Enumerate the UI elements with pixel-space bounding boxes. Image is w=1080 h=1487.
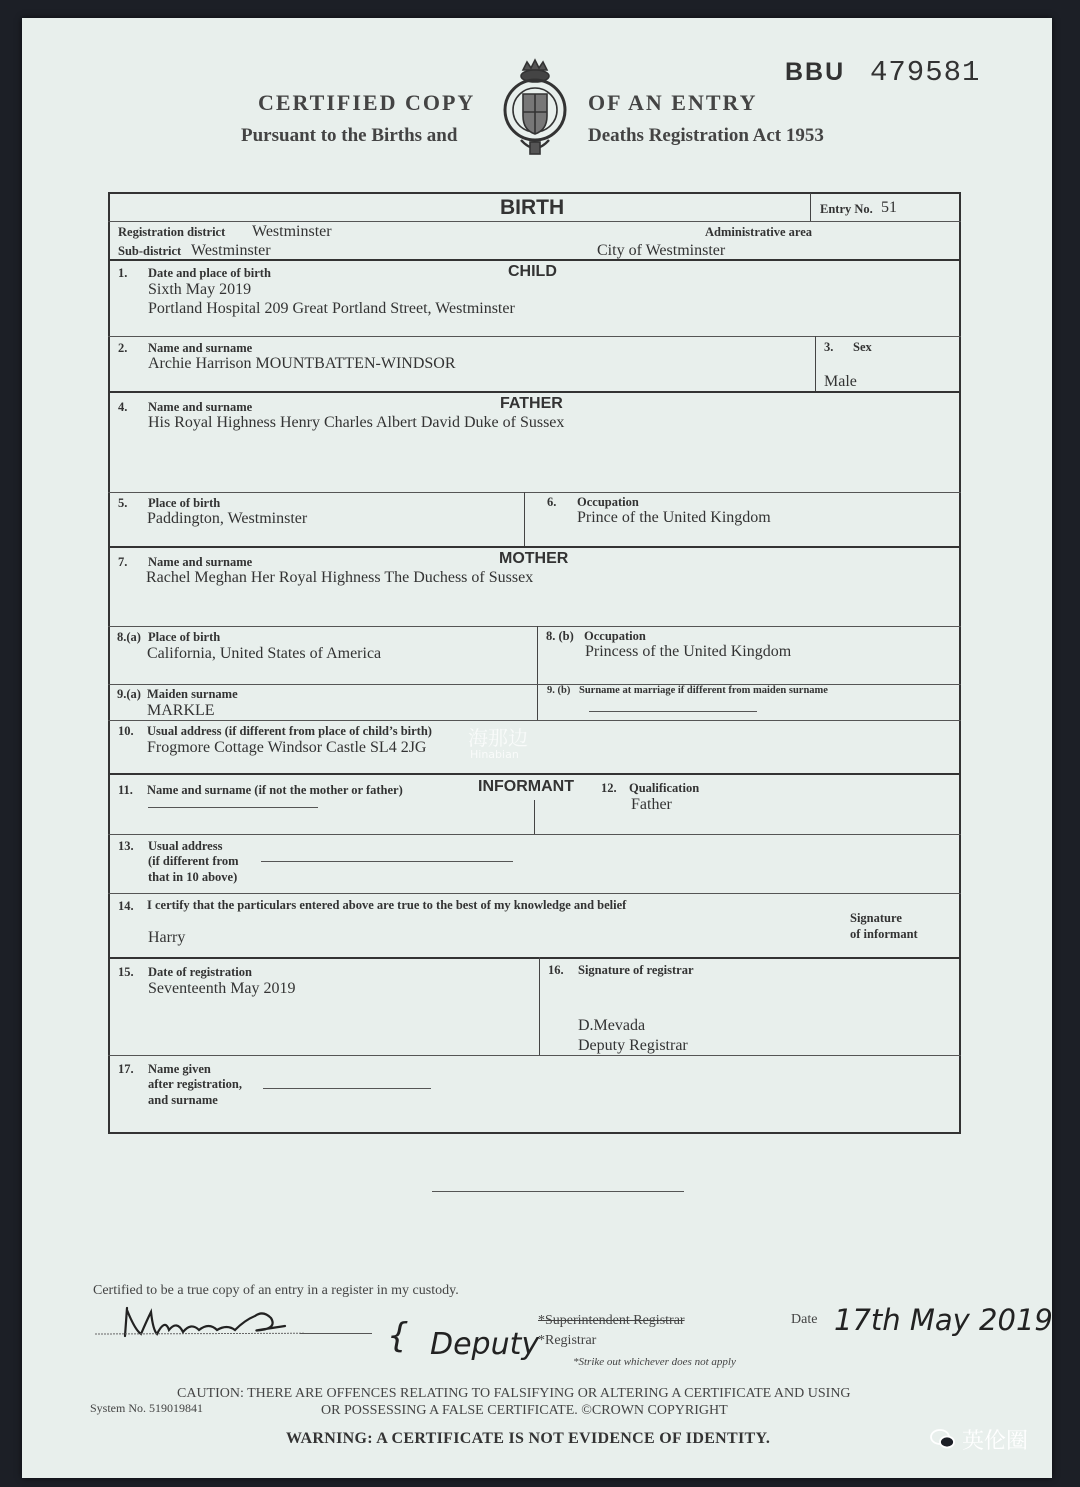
field-8b-label: Occupation: [584, 629, 646, 643]
mother-occupation: Princess of the United Kingdom: [585, 643, 792, 660]
field-4-number: 4.: [118, 400, 128, 414]
signature-of-informant-label-2: of informant: [850, 927, 918, 941]
field-14-number: 14.: [118, 899, 134, 913]
field-13-label-3: that in 10 above): [148, 870, 238, 884]
registrar-signature-icon: [95, 1300, 305, 1342]
field-1-number: 1.: [118, 266, 128, 280]
registrar-title: Deputy Registrar: [578, 1037, 688, 1054]
header-pursuant: Pursuant to the Births and: [241, 125, 458, 146]
field-7-number: 7.: [118, 555, 128, 569]
field-16-label: Signature of registrar: [578, 963, 694, 977]
form-title: BIRTH: [500, 196, 565, 219]
field-12-number: 12.: [601, 781, 617, 795]
field-6-number: 6.: [547, 495, 557, 509]
header-of-an-entry: OF AN ENTRY: [588, 90, 758, 115]
rule: [108, 773, 961, 775]
field-4-label: Name and surname: [148, 400, 253, 414]
serial-number: 479581: [870, 56, 981, 89]
brace-glyph: {: [387, 1316, 409, 1356]
royal-coat-of-arms-icon: [497, 58, 573, 158]
rule: [108, 720, 961, 721]
rule: [108, 684, 961, 685]
field-15-number: 15.: [118, 965, 134, 979]
reg-district-label: Registration district: [118, 225, 226, 239]
date-label: Date: [791, 1312, 818, 1327]
field-7-label: Name and surname: [148, 555, 253, 569]
entry-no-label: Entry No.: [820, 202, 873, 216]
rule: [108, 893, 961, 894]
superintendent-registrar-struck: *Superintendent Registrar: [538, 1313, 685, 1328]
field-17-label-2: after registration,: [148, 1077, 242, 1091]
field-9b-label: Surname at marriage if different from maiden surname: [579, 685, 828, 696]
usual-address: Frogmore Cottage Windsor Castle SL4 2JG: [147, 739, 427, 756]
surname-at-marriage-blank: [589, 711, 757, 712]
field-9b-number: 9. (b): [547, 685, 571, 696]
admin-area-value: City of Westminster: [597, 242, 726, 259]
reg-district-value: Westminster: [252, 223, 332, 240]
wechat-icon: [930, 1428, 956, 1450]
field-8b-number: 8. (b): [546, 629, 574, 643]
rule: [108, 221, 961, 222]
admin-area-label: Administrative area: [705, 225, 813, 239]
mother-maiden-surname: MARKLE: [147, 702, 215, 719]
caution-line-1: CAUTION: THERE ARE OFFENCES RELATING TO FALSIFYING OR ALTERING A CERTIFICATE AND USING: [177, 1386, 851, 1401]
field-9a-number: 9.(a): [117, 687, 141, 701]
field-3-number: 3.: [824, 340, 834, 354]
field-15-label: Date of registration: [148, 965, 252, 979]
rule: [108, 957, 961, 959]
informant-signature: Harry: [148, 929, 186, 946]
section-mother: MOTHER: [499, 550, 569, 567]
divider-line: [432, 1191, 684, 1192]
signature-of-informant-label-1: Signature: [850, 911, 902, 925]
registrar-name: D.Mevada: [578, 1017, 646, 1034]
informant-address-blank: [261, 861, 513, 862]
sub-district-value: Westminster: [191, 242, 271, 259]
informant-qualification: Father: [631, 796, 672, 813]
registrar-label: *Registrar: [538, 1333, 597, 1348]
header-certified-copy: CERTIFIED COPY: [258, 90, 476, 115]
field-8a-label: Place of birth: [148, 630, 221, 644]
hinabian-watermark-cn: 海那边: [468, 726, 528, 750]
header-act: Deaths Registration Act 1953: [588, 125, 824, 146]
field-6-label: Occupation: [577, 495, 639, 509]
section-child: CHILD: [508, 263, 557, 280]
field-5-number: 5.: [118, 496, 128, 510]
field-12-label: Qualification: [629, 781, 700, 795]
rule: [108, 336, 961, 337]
serial-prefix: BBU: [785, 58, 846, 86]
child-sex: Male: [824, 373, 857, 390]
field-13-label-2: (if different from: [148, 854, 239, 868]
rule: [534, 800, 535, 834]
handwritten-deputy: Deputy: [430, 1327, 540, 1362]
field-8a-number: 8.(a): [117, 630, 141, 644]
father-name: His Royal Highness Henry Charles Albert David Duke of Sussex: [148, 414, 565, 431]
field-5-label: Place of birth: [148, 496, 221, 510]
informant-name-blank: [148, 807, 318, 808]
registration-date: Seventeenth May 2019: [148, 980, 296, 997]
entry-no-value: 51: [881, 199, 897, 216]
father-birth-place: Paddington, Westminster: [147, 510, 308, 527]
field-2-number: 2.: [118, 341, 128, 355]
rule: [108, 391, 961, 393]
field-17-label-1: Name given: [148, 1062, 211, 1076]
rule: [815, 336, 816, 392]
field-11-label: Name and surname (if not the mother or father): [147, 783, 403, 797]
field-16-number: 16.: [548, 963, 564, 977]
section-father: FATHER: [500, 395, 563, 412]
field-13-label-1: Usual address: [148, 839, 223, 853]
field-9a-label: Maiden surname: [147, 687, 238, 701]
father-occupation: Prince of the United Kingdom: [577, 509, 771, 526]
field-17-number: 17.: [118, 1062, 134, 1076]
rule: [524, 492, 525, 546]
rule: [108, 626, 961, 627]
field-17-label-3: and surname: [148, 1093, 218, 1107]
rule: [108, 1055, 961, 1056]
field-1-label: Date and place of birth: [148, 266, 271, 280]
signature-line: [300, 1333, 372, 1334]
certified-true-copy-text: Certified to be a true copy of an entry in a register in my custody.: [93, 1283, 459, 1298]
mother-birth-place: California, United States of America: [147, 645, 382, 662]
rule: [539, 957, 540, 1055]
hinabian-watermark-en: Hinabian: [470, 748, 519, 761]
child-birth-date: Sixth May 2019: [148, 281, 252, 298]
system-number: System No. 519019841: [90, 1401, 204, 1415]
caution-line-2: OR POSSESSING A FALSE CERTIFICATE. ©CROWN COPYRIGHT: [321, 1403, 728, 1418]
section-informant: INFORMANT: [478, 778, 574, 795]
warning-text: WARNING: A CERTIFICATE IS NOT EVIDENCE OF IDENTITY.: [286, 1430, 771, 1447]
rule: [108, 492, 961, 493]
field-11-number: 11.: [118, 783, 133, 797]
strike-out-note: *Strike out whichever does not apply: [573, 1356, 736, 1368]
handwritten-date: 17th May 2019: [834, 1303, 1053, 1337]
child-birth-place: Portland Hospital 209 Great Portland Street, Westminster: [148, 300, 515, 317]
field-3-label: Sex: [853, 340, 872, 354]
rule: [108, 546, 961, 548]
child-name: Archie Harrison MOUNTBATTEN-WINDSOR: [148, 355, 456, 372]
sub-district-label: Sub-district: [118, 244, 182, 258]
wechat-channel-badge: 英伦圈: [962, 1429, 1029, 1454]
field-14-label: I certify that the particulars entered above are true to the best of my knowledge and belief: [147, 898, 627, 912]
field-10-number: 10.: [118, 724, 134, 738]
field-13-number: 13.: [118, 839, 134, 853]
rule: [108, 834, 961, 835]
rule: [537, 626, 538, 720]
rule: [810, 193, 811, 221]
field-10-label: Usual address (if different from place of child’s birth): [147, 724, 432, 738]
mother-name: Rachel Meghan Her Royal Highness The Duchess of Sussex: [146, 569, 534, 586]
name-after-registration-blank: [263, 1088, 431, 1089]
field-2-label: Name and surname: [148, 341, 253, 355]
